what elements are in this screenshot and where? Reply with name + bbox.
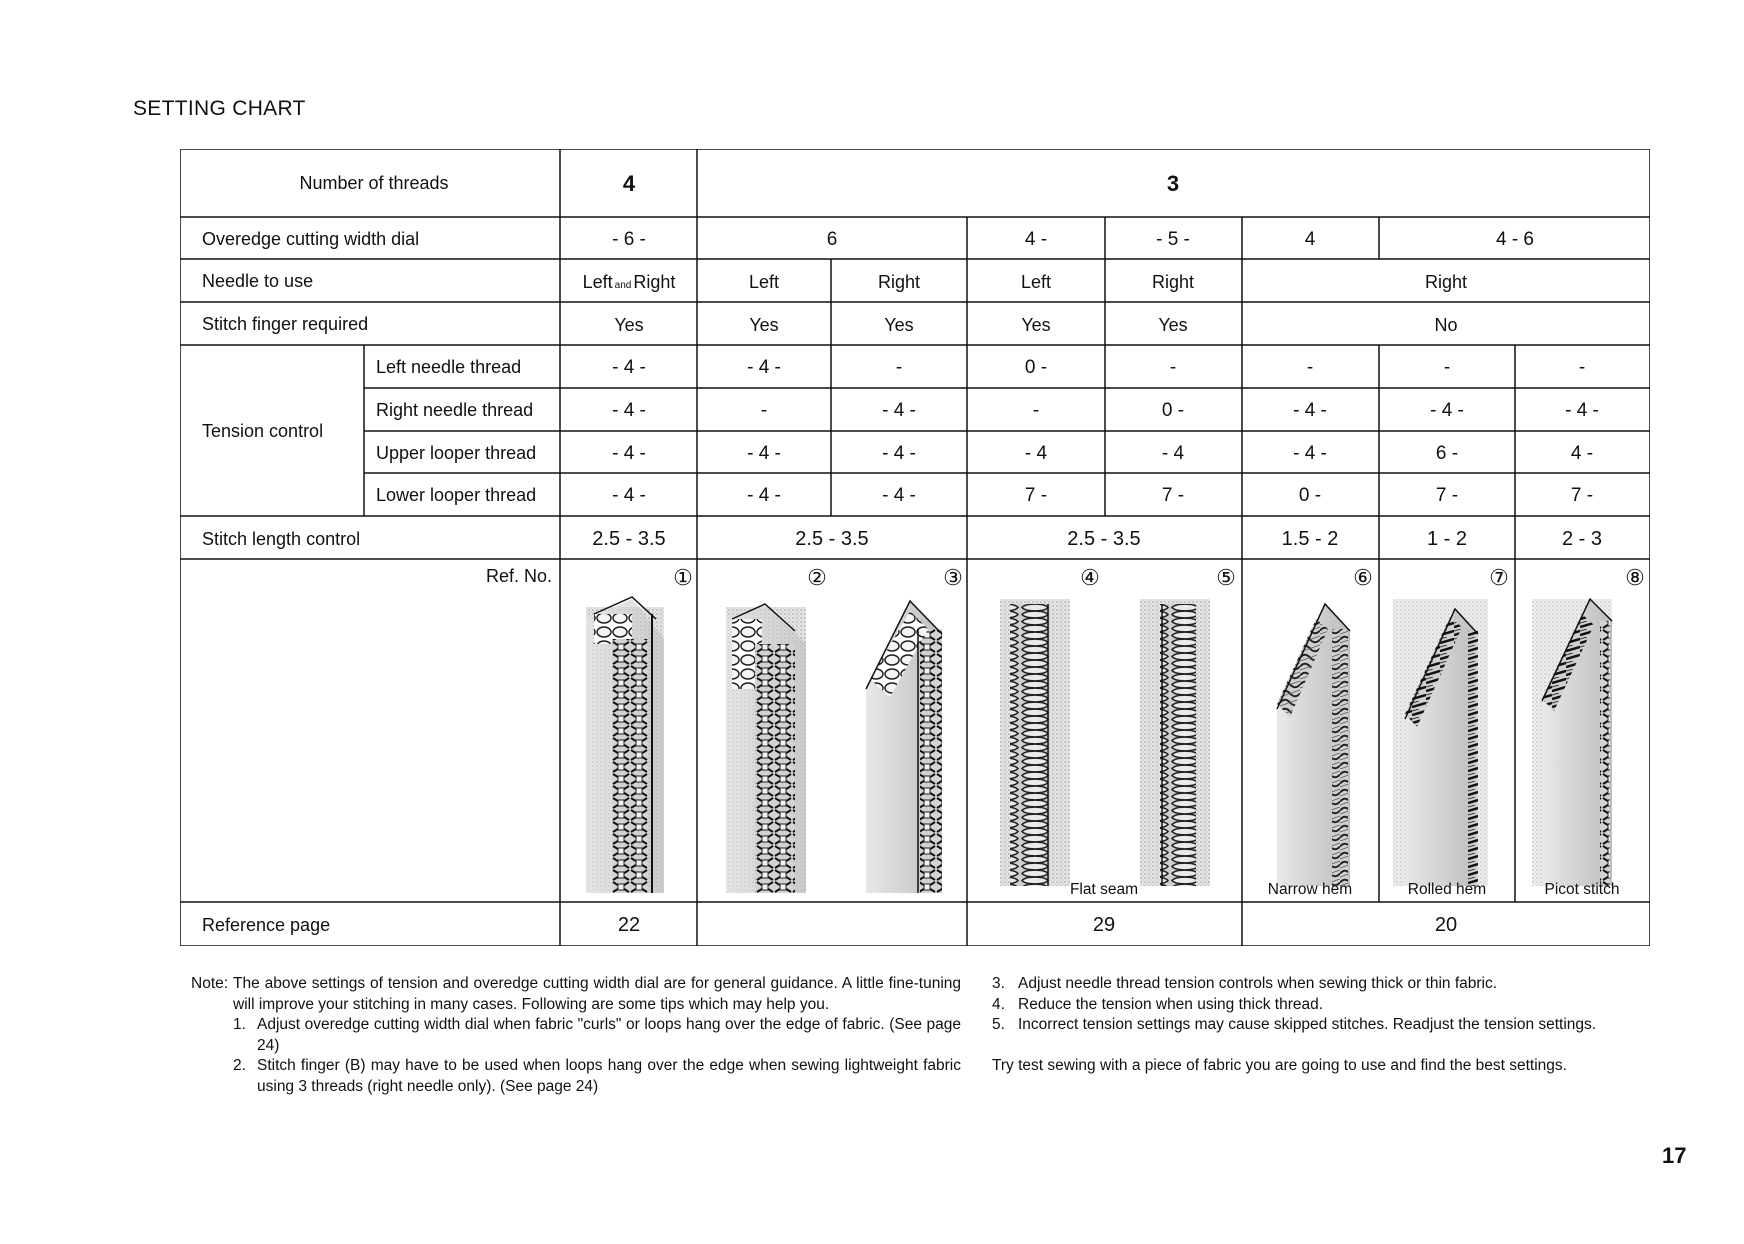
tension-value: 0 - bbox=[1024, 357, 1048, 378]
label-right-needle-thread: Right needle thread bbox=[376, 400, 534, 420]
tension-value: 6 - bbox=[1435, 443, 1459, 464]
label-tension-control: Tension control bbox=[202, 421, 324, 441]
tension-row-upper-looper bbox=[612, 443, 1593, 464]
cutting-value: 4 bbox=[1304, 229, 1316, 250]
stitch-sample-5 bbox=[1140, 599, 1210, 886]
ref-number: ⑧ bbox=[1625, 565, 1645, 590]
tension-value: - 4 - bbox=[747, 357, 781, 378]
tip-item bbox=[233, 1056, 961, 1097]
label-ref-no: Ref. No. bbox=[485, 566, 552, 586]
needle-value: Left bbox=[1020, 272, 1052, 292]
finger-value: Yes bbox=[749, 315, 779, 335]
tension-value: - 4 - bbox=[882, 443, 916, 464]
needle-value: Right bbox=[1424, 272, 1468, 292]
tension-value: - 4 - bbox=[612, 400, 646, 421]
length-value: 2.5 - 3.5 bbox=[795, 528, 869, 550]
ref-number: ② bbox=[807, 565, 827, 590]
needle-value: Right bbox=[1151, 272, 1195, 292]
cutting-value: 4 - 6 bbox=[1495, 229, 1535, 250]
stitch-sample-8 bbox=[1532, 599, 1612, 886]
label-left-needle-thread: Left needle thread bbox=[376, 357, 522, 377]
length-value: 1 - 2 bbox=[1426, 528, 1468, 550]
caption-picot-stitch: Picot stitch bbox=[1544, 881, 1620, 898]
finger-value: Yes bbox=[614, 315, 644, 335]
stitch-sample-4 bbox=[1000, 599, 1070, 886]
needle-value: Right bbox=[877, 272, 921, 292]
threads-value-4: 4 bbox=[622, 171, 636, 196]
label-stitch-length: Stitch length control bbox=[202, 529, 361, 549]
tip-number: 4. bbox=[992, 995, 1005, 1013]
ref-page-value: 20 bbox=[1434, 914, 1458, 936]
ref-page-value: 22 bbox=[617, 914, 641, 936]
tension-value: - bbox=[1578, 357, 1586, 378]
label-needle: Needle to use bbox=[202, 271, 314, 291]
tip-item bbox=[992, 1015, 1672, 1036]
page-number: 17 bbox=[1662, 1143, 1687, 1168]
label-stitch-finger: Stitch finger required bbox=[202, 314, 369, 334]
tension-row-lower-looper bbox=[612, 485, 1593, 506]
finger-value: Yes bbox=[884, 315, 914, 335]
tip-number: 2. bbox=[233, 1057, 246, 1074]
finger-value: Yes bbox=[1158, 315, 1188, 335]
cutting-value: 6 bbox=[826, 229, 838, 250]
needle-value-left-and-right: Left and Right bbox=[582, 272, 676, 292]
tip-text: Reduce the tension when using thick thread. bbox=[1018, 995, 1324, 1013]
setting-chart-table bbox=[180, 149, 1650, 946]
tip-item bbox=[233, 1015, 961, 1056]
row-labels bbox=[202, 173, 552, 935]
tension-value: - 4 bbox=[1161, 443, 1185, 464]
caption-narrow-hem: Narrow hem bbox=[1267, 881, 1353, 898]
finger-value: Yes bbox=[1021, 315, 1051, 335]
length-value: 2 - 3 bbox=[1561, 528, 1603, 550]
tension-value: - 4 - bbox=[882, 400, 916, 421]
tension-value: 7 - bbox=[1024, 485, 1048, 506]
final-tip: Try test sewing with a piece of fabric you are going to use and find the best settings. bbox=[992, 1056, 1567, 1074]
tension-value: - bbox=[760, 400, 768, 421]
label-upper-looper-thread: Upper looper thread bbox=[376, 443, 537, 463]
tension-value: - 4 - bbox=[882, 485, 916, 506]
label-number-of-threads: Number of threads bbox=[299, 173, 449, 193]
tension-value: - bbox=[1169, 357, 1177, 378]
tension-value: 0 - bbox=[1298, 485, 1322, 506]
tip-text: Incorrect tension settings may cause skipped stitches. Readjust the tension settings. bbox=[1018, 1016, 1597, 1033]
cutting-value: 4 - bbox=[1024, 229, 1048, 250]
tension-value: - 4 bbox=[1024, 443, 1048, 464]
ref-page-value: 29 bbox=[1092, 914, 1116, 936]
length-value: 2.5 - 3.5 bbox=[592, 528, 666, 550]
tip-number: 1. bbox=[233, 1016, 246, 1033]
tension-value: - 4 - bbox=[612, 485, 646, 506]
caption-rolled-hem: Rolled hem bbox=[1407, 881, 1487, 898]
tension-value: - 4 - bbox=[1293, 443, 1327, 464]
length-value: 2.5 - 3.5 bbox=[1067, 528, 1141, 550]
ref-number: ⑦ bbox=[1489, 565, 1509, 590]
cutting-value: - 5 - bbox=[1156, 229, 1190, 250]
tension-value: 7 - bbox=[1435, 485, 1459, 506]
tension-value: 4 - bbox=[1570, 443, 1594, 464]
stitch-sample-3 bbox=[866, 601, 942, 893]
stitch-illustrations bbox=[586, 597, 1612, 893]
notes-left bbox=[191, 974, 961, 1097]
finger-value: No bbox=[1434, 315, 1458, 335]
tension-value: - bbox=[1306, 357, 1314, 378]
page-title: SETTING CHART bbox=[133, 97, 306, 120]
ref-number: ③ bbox=[943, 565, 963, 590]
ref-number: ① bbox=[673, 565, 693, 590]
stitch-sample-7 bbox=[1393, 599, 1488, 886]
tip-text: Adjust overedge cutting width dial when fabric "curls" or loops hang over the edge of fabric. (See page 24) bbox=[257, 1016, 961, 1054]
tension-value: - 4 - bbox=[1565, 400, 1599, 421]
label-reference-page: Reference page bbox=[202, 915, 331, 935]
tension-row-left-needle bbox=[612, 357, 1585, 378]
tension-value: 0 - bbox=[1161, 400, 1185, 421]
note-label: Note: bbox=[191, 975, 229, 992]
tip-text: Stitch finger (B) may have to be used when loops hang over the edge when sewing lightweight fabric using 3 threads (right needle only). (See page 24) bbox=[257, 1057, 961, 1095]
note-intro bbox=[191, 974, 961, 1015]
tension-value: 7 - bbox=[1570, 485, 1594, 506]
tension-value: - 4 - bbox=[1293, 400, 1327, 421]
tension-value: - bbox=[1443, 357, 1451, 378]
stitch-sample-1 bbox=[586, 597, 664, 893]
tension-value: - 4 - bbox=[612, 443, 646, 464]
tip-number: 5. bbox=[992, 1016, 1005, 1033]
cutting-value: - 6 - bbox=[612, 229, 646, 250]
notes-right bbox=[992, 974, 1672, 1076]
label-cutting-width: Overedge cutting width dial bbox=[202, 229, 420, 249]
tension-value: - 4 - bbox=[612, 357, 646, 378]
note-intro-text: The above settings of tension and overedge cutting width dial are for general guidance. A little fine-tuning will improve your stitching in many cases. Following are some tips which may help you. bbox=[233, 975, 961, 1013]
tip-item bbox=[992, 974, 1672, 995]
tip-text: Adjust needle thread tension controls when sewing thick or thin fabric. bbox=[1018, 975, 1498, 992]
needle-value: Left bbox=[748, 272, 780, 292]
tension-value: - 4 - bbox=[747, 443, 781, 464]
label-lower-looper-thread: Lower looper thread bbox=[376, 485, 537, 505]
tension-value: - bbox=[1032, 400, 1040, 421]
ref-number: ④ bbox=[1080, 565, 1100, 590]
length-value: 1.5 - 2 bbox=[1281, 528, 1339, 550]
tension-value: - 4 - bbox=[1430, 400, 1464, 421]
stitch-sample-2 bbox=[726, 604, 806, 893]
tension-value: - 4 - bbox=[747, 485, 781, 506]
threads-value-3: 3 bbox=[1166, 171, 1180, 196]
ref-number: ⑥ bbox=[1353, 565, 1373, 590]
ref-number: ⑤ bbox=[1216, 565, 1236, 590]
tension-value: 7 - bbox=[1161, 485, 1185, 506]
stitch-sample-6 bbox=[1277, 604, 1350, 886]
tip-item bbox=[992, 995, 1672, 1016]
tension-value: - bbox=[895, 357, 903, 378]
caption-flat-seam: Flat seam bbox=[1069, 881, 1139, 898]
tip-number: 3. bbox=[992, 975, 1005, 992]
